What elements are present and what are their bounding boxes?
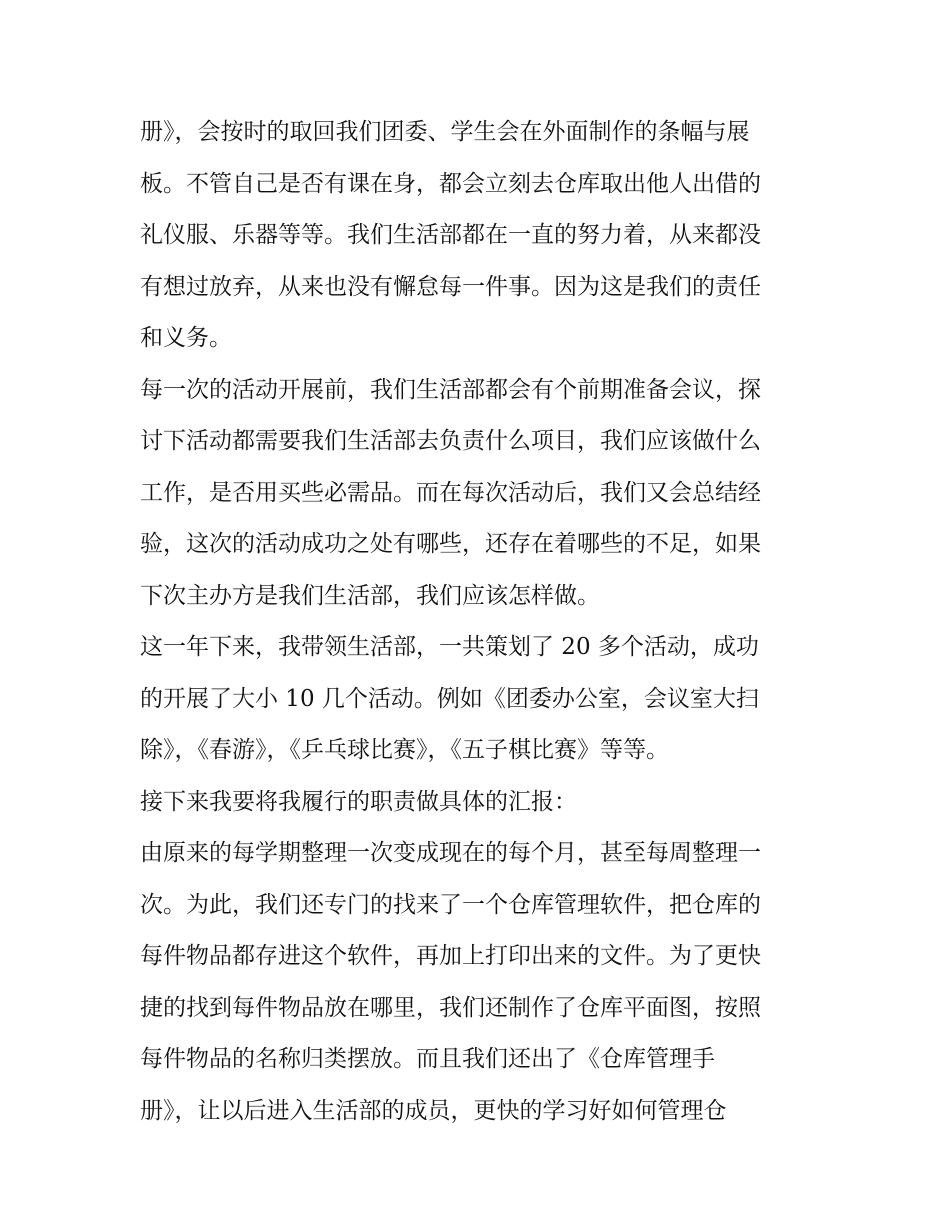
text-line: 这一年下来，我带领生活部，一共策划了 20 多个活动，成功	[140, 634, 759, 660]
body-text	[140, 107, 820, 1137]
text-line: 捷的找到每件物品放在哪里，我们还制作了仓库平面图，按照	[140, 994, 761, 1021]
text-line: 接下来我要将我履行的职责做具体的汇报：	[140, 788, 577, 815]
text-line: 讨下活动都需要我们生活部去负责什么项目，我们应该做什么	[140, 428, 761, 454]
text-line: 每件物品的名称归类摆放。而且我们还出了《仓库管理手	[140, 1046, 715, 1072]
text-line: 次。为此，我们还专门的找来了一个仓库管理软件，把仓库的	[140, 891, 761, 918]
text-line: 册》，让以后进入生活部的成员，更快的学习好如何管理仓	[140, 1097, 727, 1124]
text-line: 由原来的每学期整理一次变成现在的每个月，甚至每周整理一	[140, 840, 761, 866]
text-line: 验，这次的活动成功之处有哪些，还存在着哪些的不足，如果	[140, 531, 761, 557]
text-line: 和义务。	[140, 325, 232, 351]
text-line: 的开展了大小 10 几个活动。例如《团委办公室，会议室大扫	[140, 685, 759, 712]
text-line: 礼仪服、乐器等等。我们生活部都在一直的努力着，从来都没	[140, 222, 761, 248]
text-line: 下次主办方是我们生活部，我们应该怎样做。	[140, 582, 600, 609]
text-line: 每一次的活动开展前，我们生活部都会有个前期准备会议，探	[140, 376, 761, 403]
text-line: 有想过放弃，从来也没有懈怠每一件事。因为这是我们的责任	[140, 273, 761, 300]
text-line: 工作，是否用买些必需品。而在每次活动后，我们又会总结经	[140, 479, 761, 506]
text-line: 板。不管自己是否有课在身，都会立刻去仓库取出他人出借的	[140, 170, 761, 197]
text-line: 册》，会按时的取回我们团委、学生会在外面制作的条幅与展	[140, 119, 750, 145]
text-line: 每件物品都存进这个软件，再加上打印出来的文件。为了更快	[140, 943, 761, 969]
text-line: 除》，《春游》，《乒乓球比赛》，《五子棋比赛》等等。	[140, 737, 669, 763]
